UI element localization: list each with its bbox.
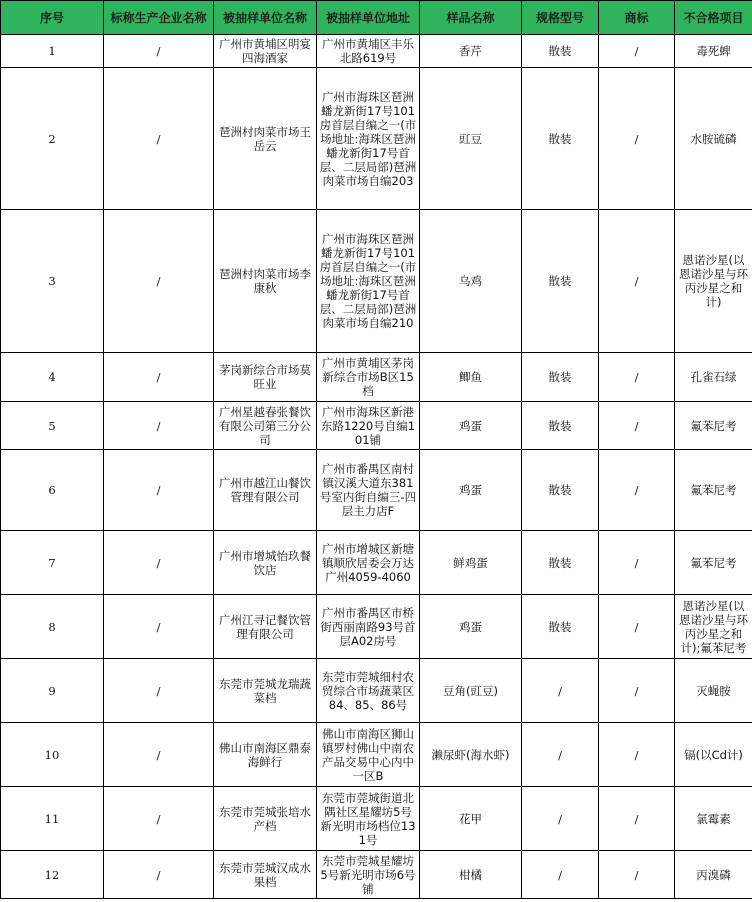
table-row bbox=[1, 68, 752, 210]
cell-index: 11 bbox=[1, 787, 104, 851]
cell-brand: / bbox=[599, 450, 675, 531]
cell-index: 8 bbox=[1, 595, 104, 659]
cell-sample: 柑橘 bbox=[420, 851, 522, 899]
cell-brand: / bbox=[599, 531, 675, 595]
cell-maker: / bbox=[104, 450, 214, 531]
cell-maker: / bbox=[104, 851, 214, 899]
cell-address: 广州市黄埔区丰乐北路619号 bbox=[317, 35, 420, 68]
cell-brand: / bbox=[599, 851, 675, 899]
cell-maker: / bbox=[104, 68, 214, 210]
cell-spec: / bbox=[522, 787, 599, 851]
cell-spec: / bbox=[522, 723, 599, 787]
cell-address: 佛山市南海区狮山镇罗村佛山中南农产品交易中心内中一区B bbox=[317, 723, 420, 787]
header-brand: 商标 bbox=[599, 1, 675, 35]
header-spec: 规格型号 bbox=[522, 1, 599, 35]
cell-unit: 广州市增城怡玖餐饮店 bbox=[214, 531, 317, 595]
cell-spec: 散装 bbox=[522, 595, 599, 659]
cell-index: 4 bbox=[1, 353, 104, 402]
cell-brand: / bbox=[599, 35, 675, 68]
table-row bbox=[1, 723, 752, 787]
cell-sample: 鲫鱼 bbox=[420, 353, 522, 402]
cell-index: 6 bbox=[1, 450, 104, 531]
cell-failed-item: 镉(以Cd计) bbox=[675, 723, 752, 787]
cell-sample: 乌鸡 bbox=[420, 210, 522, 353]
cell-spec: 散装 bbox=[522, 402, 599, 450]
cell-maker: / bbox=[104, 659, 214, 723]
cell-address: 广州市番禺区南村镇汉溪大道东381号室内街自编三-四层主力店F bbox=[317, 450, 420, 531]
cell-brand: / bbox=[599, 659, 675, 723]
cell-spec: 散装 bbox=[522, 531, 599, 595]
cell-sample: 豆角(豇豆) bbox=[420, 659, 522, 723]
cell-failed-item: 氟苯尼考 bbox=[675, 450, 752, 531]
cell-sample: 鲜鸡蛋 bbox=[420, 531, 522, 595]
cell-failed-item: 氯霉素 bbox=[675, 787, 752, 851]
cell-address: 东莞市莞城街道北隅社区星耀坊5号新光明市场档位131号 bbox=[317, 787, 420, 851]
cell-unit: 琶洲村肉菜市场王岳云 bbox=[214, 68, 317, 210]
table-row bbox=[1, 659, 752, 723]
cell-maker: / bbox=[104, 210, 214, 353]
cell-address: 广州市海珠区琶洲蟠龙新街17号101房首层自编之一(市场地址:海珠区琶洲蟠龙新街17号首层、二层局部)琶洲肉菜市场自编210 bbox=[317, 210, 420, 353]
cell-address: 广州市黄埔区茅岗新综合市场B区15档 bbox=[317, 353, 420, 402]
table-row bbox=[1, 450, 752, 531]
cell-spec: / bbox=[522, 851, 599, 899]
cell-brand: / bbox=[599, 68, 675, 210]
table-row bbox=[1, 353, 752, 402]
table-row bbox=[1, 595, 752, 659]
cell-spec: 散装 bbox=[522, 68, 599, 210]
cell-failed-item: 毒死蜱 bbox=[675, 35, 752, 68]
cell-brand: / bbox=[599, 210, 675, 353]
cell-spec: 散装 bbox=[522, 450, 599, 531]
header-row bbox=[1, 1, 752, 35]
cell-unit: 东莞市莞城龙瑞蔬菜档 bbox=[214, 659, 317, 723]
header-failed-item: 不合格项目 bbox=[675, 1, 752, 35]
header-sampled-unit: 被抽样单位名称 bbox=[214, 1, 317, 35]
cell-maker: / bbox=[104, 531, 214, 595]
cell-unit: 广州市越江山餐饮管理有限公司 bbox=[214, 450, 317, 531]
cell-index: 1 bbox=[1, 35, 104, 68]
cell-sample: 香芹 bbox=[420, 35, 522, 68]
cell-unit: 广州市黄埔区明宴四海酒家 bbox=[214, 35, 317, 68]
cell-spec: 散装 bbox=[522, 210, 599, 353]
cell-maker: / bbox=[104, 402, 214, 450]
cell-brand: / bbox=[599, 595, 675, 659]
cell-brand: / bbox=[599, 787, 675, 851]
cell-sample: 鸡蛋 bbox=[420, 595, 522, 659]
cell-brand: / bbox=[599, 402, 675, 450]
cell-failed-item: 灭蝇胺 bbox=[675, 659, 752, 723]
table-row bbox=[1, 851, 752, 899]
cell-sample: 鸡蛋 bbox=[420, 402, 522, 450]
table-row bbox=[1, 210, 752, 353]
cell-unit: 广州星越春张餐饮有限公司第三分公司 bbox=[214, 402, 317, 450]
cell-unit: 茅岗新综合市场莫旺业 bbox=[214, 353, 317, 402]
table-row bbox=[1, 531, 752, 595]
header-sample-name: 样品名称 bbox=[420, 1, 522, 35]
cell-failed-item: 恩诺沙星(以恩诺沙星与环丙沙星之和计) bbox=[675, 210, 752, 353]
cell-index: 12 bbox=[1, 851, 104, 899]
cell-maker: / bbox=[104, 787, 214, 851]
table-row bbox=[1, 787, 752, 851]
cell-failed-item: 氟苯尼考 bbox=[675, 531, 752, 595]
cell-address: 东莞市莞城星耀坊5号新光明市场6号铺 bbox=[317, 851, 420, 899]
cell-unit: 东莞市莞城汉成水果档 bbox=[214, 851, 317, 899]
cell-unit: 广州江寻记餐饮管理有限公司 bbox=[214, 595, 317, 659]
table-row bbox=[1, 402, 752, 450]
cell-brand: / bbox=[599, 723, 675, 787]
cell-sample: 鸡蛋 bbox=[420, 450, 522, 531]
cell-index: 2 bbox=[1, 68, 104, 210]
cell-unit: 东莞市莞城张培水产档 bbox=[214, 787, 317, 851]
cell-maker: / bbox=[104, 35, 214, 68]
cell-index: 10 bbox=[1, 723, 104, 787]
cell-sample: 豇豆 bbox=[420, 68, 522, 210]
cell-index: 7 bbox=[1, 531, 104, 595]
cell-index: 9 bbox=[1, 659, 104, 723]
cell-brand: / bbox=[599, 353, 675, 402]
cell-address: 广州市海珠区琶洲蟠龙新街17号101房首层自编之一(市场地址:海珠区琶洲蟠龙新街17号首层、二层局部)琶洲肉菜市场自编203 bbox=[317, 68, 420, 210]
cell-spec: 散装 bbox=[522, 353, 599, 402]
cell-failed-item: 丙溴磷 bbox=[675, 851, 752, 899]
cell-unit: 佛山市南海区鼎泰海鲜行 bbox=[214, 723, 317, 787]
cell-address: 广州市番禺区市桥街西丽南路93号首层A02房号 bbox=[317, 595, 420, 659]
cell-index: 3 bbox=[1, 210, 104, 353]
header-index: 序号 bbox=[1, 1, 104, 35]
cell-maker: / bbox=[104, 723, 214, 787]
cell-address: 广州市增城区新塘镇顺欣居委会万达广州4059-4060 bbox=[317, 531, 420, 595]
cell-failed-item: 水胺硫磷 bbox=[675, 68, 752, 210]
cell-sample: 濑尿虾(海水虾) bbox=[420, 723, 522, 787]
table-row bbox=[1, 35, 752, 68]
cell-spec: 散装 bbox=[522, 35, 599, 68]
cell-failed-item: 孔雀石绿 bbox=[675, 353, 752, 402]
cell-maker: / bbox=[104, 595, 214, 659]
header-sampled-address: 被抽样单位地址 bbox=[317, 1, 420, 35]
cell-address: 广州市海珠区新港东路1220号自编101铺 bbox=[317, 402, 420, 450]
cell-failed-item: 恩诺沙星(以恩诺沙星与环丙沙星之和计);氟苯尼考 bbox=[675, 595, 752, 659]
cell-index: 5 bbox=[1, 402, 104, 450]
cell-sample: 花甲 bbox=[420, 787, 522, 851]
header-maker: 标称生产企业名称 bbox=[104, 1, 214, 35]
cell-unit: 琶洲村肉菜市场李康秋 bbox=[214, 210, 317, 353]
cell-address: 东莞市莞城细村农贸综合市场蔬菜区84、85、86号 bbox=[317, 659, 420, 723]
cell-maker: / bbox=[104, 353, 214, 402]
cell-failed-item: 氟苯尼考 bbox=[675, 402, 752, 450]
cell-spec: / bbox=[522, 659, 599, 723]
